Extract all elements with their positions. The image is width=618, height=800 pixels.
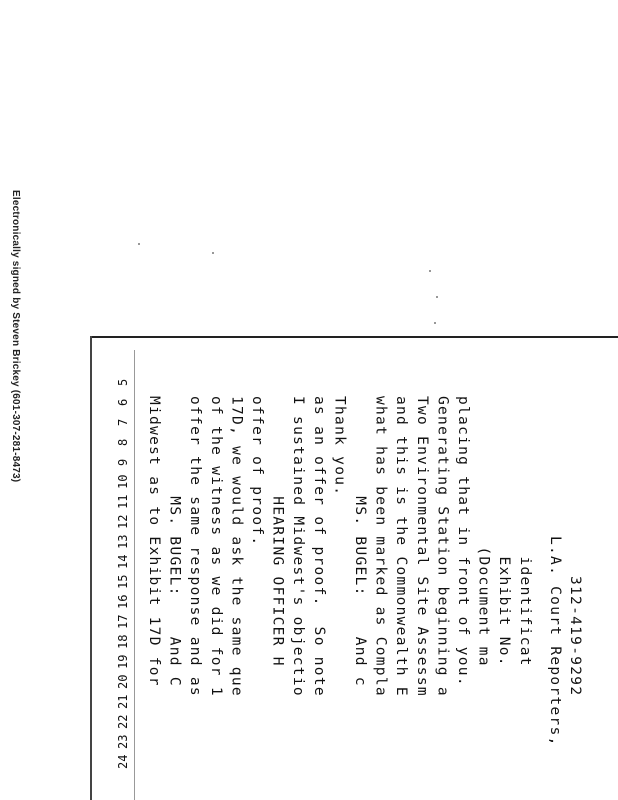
transcript-line: what has been marked as Compla [372,396,389,697]
transcript-line: Generating Station beginning a [434,396,451,697]
transcript-line: I sustained Midwest's objectio [290,396,307,697]
line-number: 22 [116,714,130,730]
transcript-line: MS. BUGEL: And c [352,396,368,687]
transcript-line: of the witness as we did for 1 [207,396,224,697]
scan-speck [138,243,140,245]
line-number: 19 [116,654,130,670]
page-border-top [90,336,618,338]
line-number: 18 [116,634,130,650]
transcript-line: Two Environmental Site Assessm [413,396,430,697]
transcript-line: identificat [516,396,533,667]
line-number: 6 [116,398,130,406]
line-number: 20 [116,674,130,690]
line-number: 5 [116,378,130,386]
line-number: 17 [116,614,130,630]
transcript-line: placing that in front of you. [455,396,471,687]
transcript-line: and this is the Commonwealth E [393,396,410,697]
line-number: 12 [116,514,130,530]
transcript-line: HEARING OFFICER H [269,396,286,667]
line-number: 11 [116,494,130,510]
line-number: 16 [116,594,130,610]
reporter-phone: 312-419-9292 [567,576,583,697]
line-number: 13 [116,534,130,550]
line-number: 21 [116,694,130,710]
line-number: 7 [116,418,130,426]
scan-speck [212,252,214,254]
transcript-line: 17D, we would ask the same que [228,396,245,697]
transcript-line: Thank you. [331,396,348,497]
line-number: 15 [116,574,130,590]
line-number: 9 [116,458,130,466]
transcript-line: Exhibit No. [496,396,513,667]
line-number: 14 [116,554,130,570]
scan-speck [429,270,431,272]
electronic-signature-stamp: Electronically signed by Steven Brickey (601-307-281-8473) [10,190,21,483]
transcript-line: offer of proof. [249,396,265,547]
line-number: 10 [116,474,130,490]
scan-speck [436,296,438,298]
line-number: 24 [116,754,130,770]
scan-speck [434,322,436,324]
transcript-line: MS. BUGEL: And C [166,396,183,687]
transcript-line: offer the same response and as [187,396,204,697]
transcript-line: Midwest as to Exhibit 17D for [146,396,162,687]
transcript-page [90,336,618,800]
page-border-left [90,336,92,800]
line-number-column [104,356,128,796]
reporter-name: L.A. Court Reporters, [547,536,563,747]
transcript-line: (Document ma [475,396,492,667]
line-number: 23 [116,734,130,750]
line-number: 8 [116,438,130,446]
transcript-line: as an offer of proof. So note [310,396,327,697]
